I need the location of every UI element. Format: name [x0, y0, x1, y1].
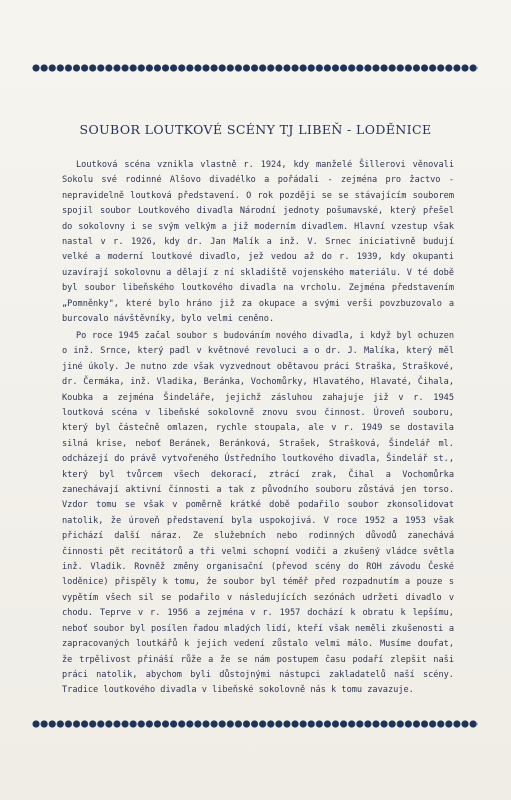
decorative-dot-border-top: [32, 62, 478, 74]
document-body: [62, 158, 454, 700]
paragraph-2: Po roce 1945 začal soubor s budováním nového divadla, i když byl ochuzen o inž. Srnce, který padl v květnové revoluci a o dr. J. Malíka, který měl jiné úkoly. Je nutno zde však vyzvednout obětavou práci Straška, Straškové, dr. Čermáka, inž. Vladika, Beránka, Vochomůrky, Hlavatého, Hlavaté, Čihala, Koubka a zejména Šindeláře, jejichž zásluhou zahajuje již v r. 1945 loutková scéna v libeňské sokolovně znovu svou činnost. Úroveň souboru, který byl částečně omlazen, rychle stoupala, ale v r. 1949 se dostavila silná krise, neboť Beránek, Beránková, Strašek, Strašková, Šindelář ml. odcházejí do právě vytvořeného Ústředního loutkového divadla, Šindelář st., který byl tvůrcem všech dekorací, ztrácí zrak, Čihal a Vochomůrka zanechávají aktivní činnosti a tak z původního souboru zůstává jen torso. Vzdor tomu se však v poměrně krátké době podařilo soubor zkonsolidovat natolik, že úroveň představení byla uspokojivá. V roce 1952 a 1953 však přichází další náraz. Ze služebních nebo rodinných důvodů zanechává činnosti pět recitátorů a tři velmi schopní vodiči a zkušený vládce světla inž. Vladik. Rovněž změny organisační (převod scény do ROH závodu České loděnice) přispěly k tomu, že soubor byl téměř před rozpadnutím a pouze s vypětím všech sil se podařilo v následujících sezónách udržeti divadlo v chodu. Teprve v r. 1956 a zejména v r. 1957 dochází k obratu k lepšímu, neboť soubor byl posílen řadou mladých lidí, kteří však neměli zkušenosti a zapracovaných loutkářů k jejich vedení zůstalo velmi málo. Musíme doufat, že trpělivost přináší růže a že se nám postupem času podaří zlepšit naši práci natolik, abychom byli důstojnými nástupci zakladatelů naší scény. Tradice loutkového divadla v libeňské sokolovně nás k tomu zavazuje.: [62, 330, 454, 696]
decorative-dot-border-bottom: [32, 718, 478, 730]
document-title: SOUBOR LOUTKOVÉ SCÉNY TJ LIBEŇ - LODĚNICE: [79, 122, 432, 137]
paragraph-1: Loutková scéna vznikla vlastně r. 1924, kdy manželé Šillerovi věnovali Sokolu své rodinné Alšovo divadélko a pořádali - zejména pro žactvo - nepravidelně loutková představení. O rok později se se stávajícím souborem spojil soubor Loutkového divadla Národní jednoty pošumavské, který přešel do sokolovny i se svým velkým a již moderním divadlem. Hlavní vzestup však nastal v r. 1926, kdy dr. Jan Malík a inž. V. Srnec iniciativně budují velké a moderní loutkové divadlo, jež vedou až do r. 1939, kdy okupanti uzavírají sokolovnu a dělají z ní skladiště vojenského materiálu. V té době byl soubor libeňského loutkového divadla na vrcholu. Zejména představením „Pomněnky", které bylo hráno již za okupace a svými verši povzbuzovalo a burcovalo návštěvníky, bylo velmi ceněno.: [62, 160, 454, 325]
